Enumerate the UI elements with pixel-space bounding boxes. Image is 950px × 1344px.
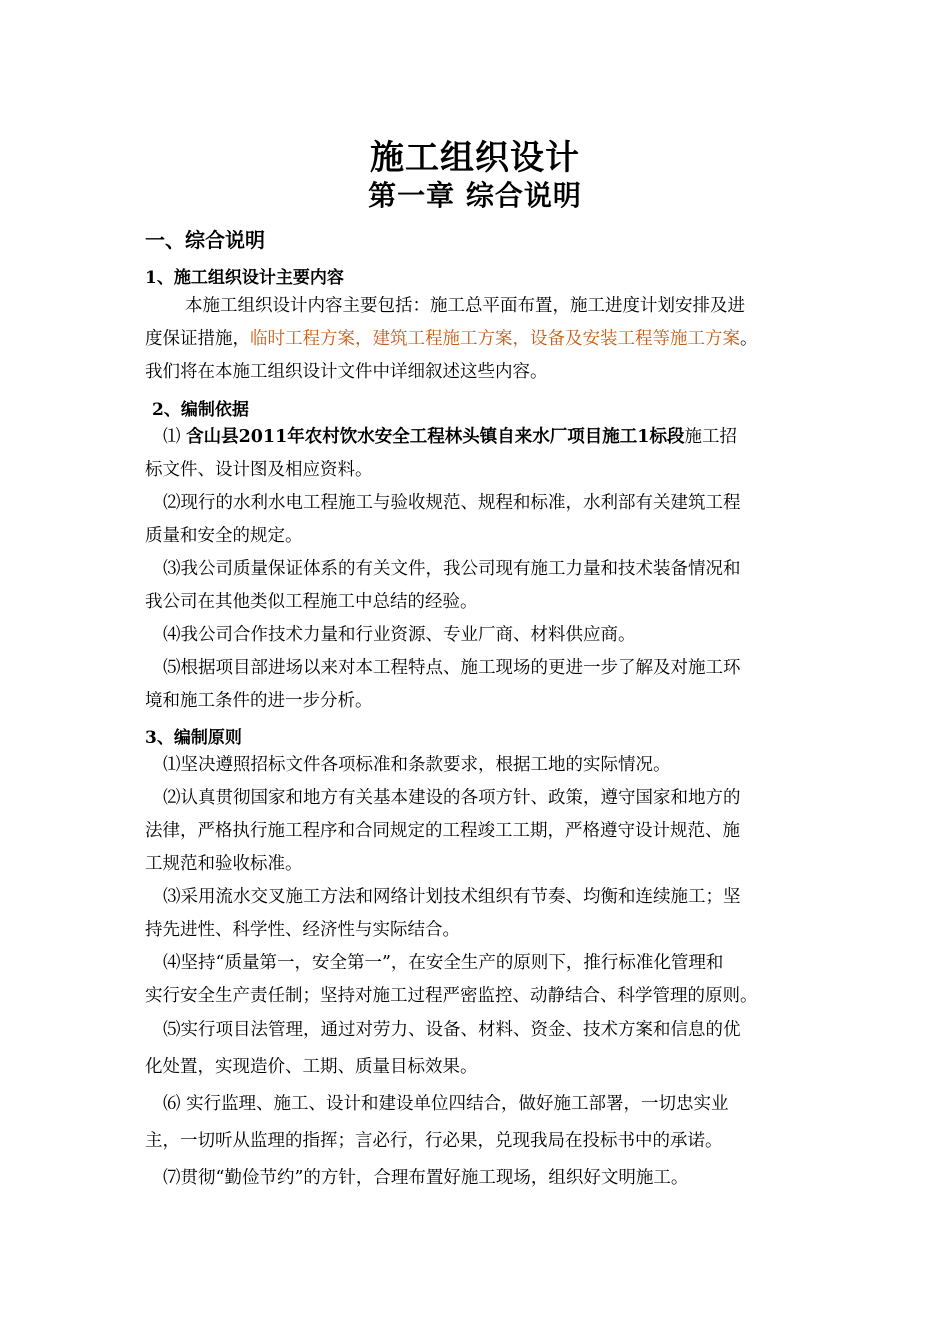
list-item: ⑸实行项目法管理，通过对劳力、设备、材料、资金、技术方案和信息的优: [163, 1020, 741, 1040]
list-item-continuation: 我公司在其他类似工程施工中总结的经验。: [145, 592, 478, 612]
list-item: ⑶我公司质量保证体系的有关文件，我公司现有施工力量和技术装备情况和: [163, 559, 741, 579]
list-item-continuation: 实行安全生产责任制；坚持对施工过程严密监控、动静结合、科学管理的原则。: [145, 986, 758, 1006]
list-item-continuation: 境和施工条件的进一步分析。: [145, 691, 373, 711]
text-run: 。: [740, 329, 758, 349]
list-item: ⑹ 实行监理、施工、设计和建设单位四结合，做好施工部署，一切忠实业: [163, 1094, 729, 1114]
text-run: 度保证措施，: [145, 329, 250, 349]
list-item-continuation: 持先进性、科学性、经济性与实际结合。: [145, 920, 460, 940]
list-item-continuation: 化处置，实现造价、工期、质量目标效果。: [145, 1057, 478, 1077]
subsection-heading-2: 2、编制依据: [152, 400, 249, 420]
list-item: ⑺贯彻“勤俭节约”的方针，合理布置好施工现场，组织好文明施工。: [163, 1168, 689, 1188]
subsection-heading-3: 3、编制原则: [145, 728, 242, 748]
chapter-title: 第一章 综合说明: [368, 179, 582, 212]
list-item-continuation: 质量和安全的规定。: [145, 526, 303, 546]
list-item: [145, 421, 825, 454]
project-name: 含山县2011年农村饮水安全工程林头镇自来水厂项目施工1标段: [186, 427, 685, 447]
highlighted-text: 临时工程方案，建筑工程施工方案，设备及安装工程等施工方案: [250, 329, 740, 349]
document-title: 施工组织设计: [370, 138, 580, 178]
paragraph-line: 我们将在本施工组织设计文件中详细叙述这些内容。: [145, 362, 548, 382]
list-item: ⑸根据项目部进场以来对本工程特点、施工现场的更进一步了解及对施工环: [163, 658, 741, 678]
list-item-continuation: 标文件、设计图及相应资料。: [145, 460, 373, 480]
list-item: ⑵现行的水利水电工程施工与验收规范、规程和标准，水利部有关建筑工程: [163, 493, 741, 513]
item-number: ⑴: [163, 427, 187, 447]
paragraph-line: [145, 323, 825, 356]
list-item: ⑵认真贯彻国家和地方有关基本建设的各项方针、政策，遵守国家和地方的: [163, 788, 741, 808]
list-item: ⑴坚决遵照招标文件各项标准和条款要求，根据工地的实际情况。: [163, 755, 671, 775]
principles-list: [145, 749, 825, 1013]
principles-list-continued: [145, 1012, 825, 1197]
list-item: ⑶采用流水交叉施工方法和网络计划技术组织有节奏、均衡和连续施工；坚: [163, 887, 741, 907]
list-item-continuation: 法律，严格执行施工程序和合同规定的工程竣工工期，严格遵守设计规范、施: [145, 821, 740, 841]
list-item-continuation: 主，一切听从监理的指挥；言必行，行必果，兑现我局在投标书中的承诺。: [145, 1131, 723, 1151]
subsection-heading-1: 1、施工组织设计主要内容: [145, 268, 344, 288]
paragraph-main-content: [145, 290, 825, 389]
paragraph-line: 本施工组织设计内容主要包括：施工总平面布置，施工进度计划安排及进: [185, 296, 745, 316]
list-item: ⑷我公司合作技术力量和行业资源、专业厂商、材料供应商。: [163, 625, 636, 645]
text-run: 施工招: [684, 427, 737, 447]
list-item-continuation: 工规范和验收标准。: [145, 854, 303, 874]
basis-list: [145, 421, 825, 718]
list-item: ⑷坚持“质量第一，安全第一”，在安全生产的原则下，推行标准化管理和: [163, 953, 724, 973]
section-heading: 一、综合说明: [145, 228, 265, 252]
